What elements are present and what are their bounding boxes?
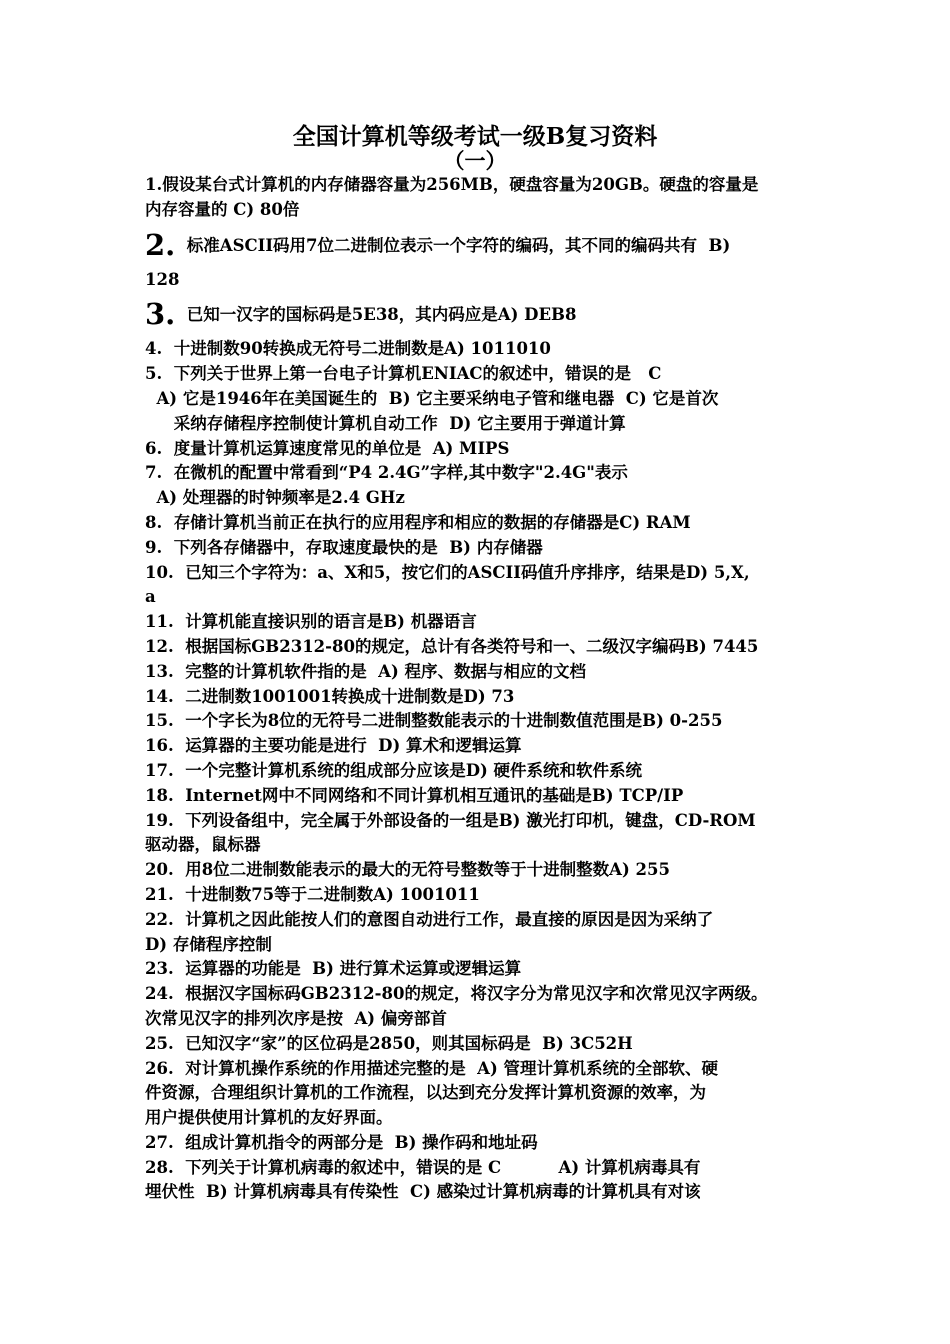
question-line: 25. 已知汉字“家”的区位码是2850，则其国标码是 B) 3C52H	[145, 1033, 633, 1053]
question-line: 用户提供使用计算机的友好界面。	[145, 1108, 393, 1128]
text-line: 1.假设某台式计算机的内存储器容量为256MB，硬盘容量为20GB。硬盘的容量是	[145, 175, 759, 194]
question-line: 28. 下列关于计算机病毒的叙述中，错误的是 C A) 计算机病毒具有	[145, 1157, 701, 1177]
question-number: 2.	[145, 227, 176, 262]
question-line: 件资源，合理组织计算机的工作流程，以达到充分发挥计算机资源的效率，为	[145, 1083, 706, 1103]
question-line: 埋伏性 B) 计算机病毒具有传染性 C) 感染过计算机病毒的计算机具有对该	[145, 1182, 701, 1202]
question-line: 24. 根据汉字国标码GB2312-80的规定，将汉字分为常见汉字和次常见汉字两级。	[145, 984, 768, 1004]
question-line: 20. 用8位二进制数能表示的最大的无符号整数等于十进制整数A) 255	[145, 860, 670, 880]
question-3	[145, 292, 825, 337]
question-line: 4. 十进制数90转换成无符号二进制数是A) 1011010	[145, 339, 551, 359]
question-line: 22. 计算机之因此能按人们的意图自动进行工作，最直接的原因是因为采纳了	[145, 909, 714, 929]
question-line: A) 处理器的时钟频率是2.4 GHz	[145, 488, 405, 508]
question-line: 19. 下列设备组中，完全属于外部设备的一组是B) 激光打印机，键盘，CD-ROM	[145, 810, 756, 830]
question-line: 次常见汉字的排列次序是按 A) 偏旁部首	[145, 1008, 447, 1028]
question-line: 27. 组成计算机指令的两部分是 B) 操作码和地址码	[145, 1132, 538, 1152]
text-line: 内存容量的 C) 80倍	[145, 199, 300, 219]
question-line: a	[145, 587, 156, 607]
question-line: 14. 二进制数1001001转换成十进制数是D) 73	[145, 686, 515, 706]
question-line: 16. 运算器的主要功能是进行 D) 算术和逻辑运算	[145, 736, 522, 756]
question-list	[145, 337, 825, 1205]
question-number: 3.	[145, 297, 176, 332]
question-line: A) 它是1946年在美国诞生的 B) 它主要采纳电子管和继电器 C) 它是首次	[145, 388, 719, 408]
question-line: 5. 下列关于世界上第一台电子计算机ENIAC的叙述中，错误的是 C	[145, 364, 662, 384]
question-line: 驱动器，鼠标器	[145, 835, 261, 855]
question-line: 8. 存储计算机当前正在执行的应用程序和相应的数据的存储器是C) RAM	[145, 512, 691, 532]
question-line: 13. 完整的计算机软件指的是 A) 程序、数据与相应的文档	[145, 661, 587, 681]
question-line: 采纳存储程序控制使计算机自动工作 D) 它主要用于弹道计算	[145, 413, 626, 433]
question-line: 12. 根据国标GB2312-80的规定，总计有各类符号和一、二级汉字编码B) 7445	[145, 636, 759, 656]
document-body	[145, 173, 825, 1205]
document-subtitle: （一）	[443, 148, 507, 173]
question-line: 11. 计算机能直接识别的语言是B) 机器语言	[145, 612, 477, 632]
question-line: 15. 一个字长为8位的无符号二进制整数能表示的十进制数值范围是B) 0-255	[145, 711, 723, 731]
question-line: 18. Internet网中不同网络和不同计算机相互通讯的基础是B) TCP/IP	[145, 785, 684, 805]
question-line: 23. 运算器的功能是 B) 进行算术运算或逻辑运算	[145, 959, 522, 979]
question-line: 7. 在微机的配置中常看到“P4 2.4G”字样,其中数字"2.4G"表示	[145, 463, 628, 483]
question-2	[145, 223, 825, 268]
document-title: 全国计算机等级考试一级B复习资料	[292, 123, 658, 150]
question-line: D) 存储程序控制	[145, 934, 272, 954]
question-line: 21. 十进制数75等于二进制数A) 1001011	[145, 884, 480, 904]
question-line: 6. 度量计算机运算速度常见的单位是 A) MIPS	[145, 438, 510, 458]
question-line: 9. 下列各存储器中，存取速度最快的是 B) 内存储器	[145, 537, 543, 557]
text-line: 128	[145, 269, 180, 289]
question-text: 标准ASCII码用7位二进制位表示一个字符的编码，其不同的编码共有 B)	[175, 235, 731, 255]
question-line: 26. 对计算机操作系统的作用描述完整的是 A) 管理计算机系统的全部软、硬	[145, 1058, 719, 1078]
question-line: 17. 一个完整计算机系统的组成部分应该是D) 硬件系统和软件系统	[145, 760, 643, 780]
question-line: 10. 已知三个字符为：a、X和5，按它们的ASCII码值升序排序，结果是D) 5,X,	[145, 562, 750, 582]
question-text: 已知一汉字的国标码是5E38，其内码应是A) DEB8	[175, 305, 577, 325]
